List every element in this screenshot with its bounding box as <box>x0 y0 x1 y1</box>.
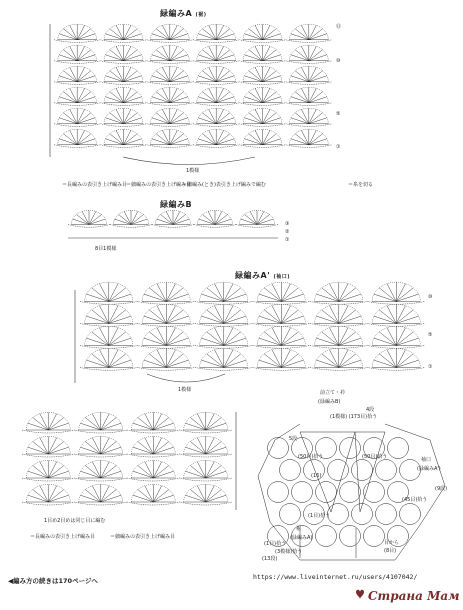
edging-a-fan-r1-c2 <box>150 45 189 61</box>
left-motif-note: (50目)拾う <box>298 454 324 460</box>
edging-a2-fan-r3-c4 <box>315 348 363 367</box>
main-repeat-note: 1目め2目めは同じ目に編む <box>44 518 106 524</box>
edging-a2-fan-r2-c5 <box>372 326 420 345</box>
edging-a2-fan-r3-c0 <box>85 348 133 367</box>
edging-a-fan-r4-c2 <box>150 108 189 124</box>
edging-a-chain-r4-c0 <box>54 124 100 127</box>
edging-a-fan-r1-c1 <box>104 45 143 61</box>
edging-a-chain-r5-c5 <box>286 145 332 148</box>
edging-a2-chain-r2-c4 <box>310 346 368 349</box>
garment-motif-r2-c1 <box>292 482 313 503</box>
edging-a-chain-r0-c2 <box>147 40 193 43</box>
edging-a-fan-r0-c3 <box>197 24 236 40</box>
edging-a-chain-r2-c3 <box>193 82 239 85</box>
edging-a-fan-r3-c5 <box>289 87 328 103</box>
edging-a-chain-r3-c1 <box>100 103 146 106</box>
edging-a2-fan-r1-c2 <box>200 304 248 323</box>
edging-a2-fan-r2-c4 <box>315 326 363 345</box>
edging-a-chain-r1-c1 <box>100 61 146 64</box>
garment-motif-r1-c2 <box>328 460 349 481</box>
edging-a2-fan-r0-c1 <box>142 282 190 301</box>
edging-a-row-10: ⑩ <box>336 58 341 64</box>
edging-a2-fan-r0-c3 <box>257 282 305 301</box>
legend-single-post: ＝細編みの表引き上げ編み目 <box>126 182 192 188</box>
garment-motif-r4-c4 <box>364 526 385 547</box>
edging-a-fan-r4-c1 <box>104 108 143 124</box>
edging-a2-chain-r1-c4 <box>310 324 368 327</box>
edging-b-title: 緑編みB <box>160 200 193 209</box>
right-motif-note: (50目)拾う <box>362 454 388 460</box>
side-note-1: (1目)拾う <box>264 541 287 547</box>
edging-a-chain-r2-c5 <box>286 82 332 85</box>
edging-a2-fan-r1-c5 <box>372 304 420 323</box>
edging-a-chain-r5-c2 <box>147 145 193 148</box>
edging-a-fan-r3-c0 <box>58 87 97 103</box>
main-fan-r0-c0 <box>26 412 70 430</box>
garment-motif-r1-c4 <box>376 460 397 481</box>
edging-a2-title-note: (袖口) <box>273 274 291 280</box>
front-band-pattern: (緑編みB) <box>318 399 341 405</box>
edging-a2-fan-r1-c1 <box>142 304 190 323</box>
cut-yarn-note: ＝糸を切る <box>348 182 374 188</box>
edging-a-chain-r0-c4 <box>239 40 285 43</box>
garment-motif-r2-c0 <box>268 482 289 503</box>
edging-a2-chain-r0-c4 <box>310 302 368 305</box>
garment-motif-r4-c3 <box>340 526 361 547</box>
edging-a-chain-r2-c2 <box>147 82 193 85</box>
garment-motif-r0-c0 <box>268 438 289 459</box>
main-fan-r3-c0 <box>26 484 70 502</box>
edging-a-title-text: 緑編みA <box>160 9 193 18</box>
garment-motif-r0-c5 <box>388 438 409 459</box>
edging-a-fan-r3-c1 <box>104 87 143 103</box>
edging-a2-chain-r2-c0 <box>80 346 138 349</box>
main-chain-r1-c1 <box>75 454 128 457</box>
edging-b-fan-r0-c3 <box>197 210 232 224</box>
edging-b-chain-r0-c1 <box>110 225 152 228</box>
edging-a2-chain-r0-c2 <box>195 302 253 305</box>
edging-a2-chain-r2-c2 <box>195 346 253 349</box>
edging-a-chain-r2-c1 <box>100 82 146 85</box>
hem-detail: (3模様)拾う <box>275 549 303 555</box>
edging-a-chain-r3-c5 <box>286 103 332 106</box>
edging-a-fan-r2-c5 <box>289 66 328 82</box>
edging-a-fan-r1-c0 <box>58 45 97 61</box>
main-fan-r1-c2 <box>131 436 175 454</box>
edging-a2-chain-r3-c2 <box>195 368 253 371</box>
edging-a2-chain-r0-c3 <box>253 302 311 305</box>
main-fan-r1-c3 <box>184 436 228 454</box>
edging-a2-chain-r3-c3 <box>253 368 311 371</box>
edging-a-chain-r1-c5 <box>286 61 332 64</box>
edging-a-fan-r3-c2 <box>150 87 189 103</box>
edging-a-chain-r1-c3 <box>193 61 239 64</box>
main-fan-r1-c0 <box>26 436 70 454</box>
hem-rows: (13段) <box>262 556 278 562</box>
garment-motif-r2-c4 <box>364 482 385 503</box>
edging-b-fan-r0-c0 <box>71 210 106 224</box>
side-note-3: (8目) <box>384 548 397 554</box>
hem-label: 裾 <box>296 526 302 532</box>
edging-a2-chain-r3-c4 <box>310 368 368 371</box>
edging-a-chain-r1-c4 <box>239 61 285 64</box>
sleeve-label: 袖口 <box>421 457 432 463</box>
edging-a2-chain-r3-c5 <box>368 368 426 371</box>
edging-a-chain-r0-c1 <box>100 40 146 43</box>
edging-a-fan-r5-c0 <box>58 129 97 145</box>
main-fan-r3-c3 <box>184 484 228 502</box>
brand-watermark <box>352 586 460 606</box>
edging-a-fan-r1-c3 <box>197 45 236 61</box>
edging-a-fan-r4-c0 <box>58 108 97 124</box>
main-fan-r3-c2 <box>131 484 175 502</box>
sleeve-count: (45目)拾う <box>402 497 428 503</box>
edging-a-chain-r5-c3 <box>193 145 239 148</box>
edging-a-row-13: ⑬ <box>336 24 342 30</box>
main-chain-r1-c0 <box>22 454 75 457</box>
edging-a-chain-r4-c4 <box>239 124 285 127</box>
edging-a-fan-r3-c3 <box>197 87 236 103</box>
edging-a2-fan-r3-c2 <box>200 348 248 367</box>
edging-a2-chain-r2-c5 <box>368 346 426 349</box>
edging-a2-fan-r0-c4 <box>315 282 363 301</box>
edging-a-chain-r2-c4 <box>239 82 285 85</box>
edging-a-fan-r4-c5 <box>289 108 328 124</box>
main-legend-long-post: ＝長編みの表引き上げ編み目 <box>30 534 96 540</box>
edging-a-chain-r5-c0 <box>54 145 100 148</box>
hem-pattern: (緑編みA) <box>290 535 313 541</box>
edging-a-fan-r5-c4 <box>243 129 282 145</box>
garment-motif-r3-c0 <box>280 504 301 525</box>
garment-motif-r3-c4 <box>376 504 397 525</box>
garment-front-lines <box>300 528 356 558</box>
small-count: (16) <box>311 473 322 479</box>
edging-a2-chain-r0-c5 <box>368 302 426 305</box>
edging-a2-title <box>235 270 290 281</box>
edging-a2-chain-r0-c1 <box>138 302 196 305</box>
main-fan-r3-c1 <box>79 484 123 502</box>
edging-a2-fan-r2-c3 <box>257 326 305 345</box>
edging-a-row-5: ⑤ <box>336 111 341 117</box>
edging-a2-fan-r2-c2 <box>200 326 248 345</box>
garment-motif-r3-c5 <box>400 504 421 525</box>
edging-a-fan-r0-c4 <box>243 24 282 40</box>
edging-b-fan-r0-c2 <box>155 210 190 224</box>
edging-a2-fan-r0-c0 <box>85 282 133 301</box>
edging-a-fan-r2-c2 <box>150 66 189 82</box>
edging-a2-fan-r0-c5 <box>372 282 420 301</box>
edging-a-fan-r5-c2 <box>150 129 189 145</box>
edging-a2-fan-r2-c1 <box>142 326 190 345</box>
front-band-detail: (1模様) (173目)拾う <box>330 414 378 420</box>
main-chain-r0-c3 <box>180 430 233 433</box>
edging-b-fan-r0-c1 <box>113 210 148 224</box>
main-fan-r2-c0 <box>26 460 70 478</box>
front-band-rows: 4段 <box>366 407 375 413</box>
edging-a-fan-r1-c5 <box>289 45 328 61</box>
continuation-reference: ◀編み方の続きは170ページへ <box>8 577 98 585</box>
edging-b-row-2: ② <box>285 229 290 235</box>
legend-single-post-alt: ＝細編み(とき)表引き上げ編みで編む <box>182 182 266 188</box>
sleeve-pattern: (緑編みA') <box>417 466 441 472</box>
main-fan-r2-c2 <box>131 460 175 478</box>
edging-a-repeat-bracket <box>123 157 255 165</box>
edging-a-fan-r0-c2 <box>150 24 189 40</box>
edging-a-chain-r0-c3 <box>193 40 239 43</box>
side-note-2: 目から <box>384 540 400 546</box>
edging-a-chain-r3-c3 <box>193 103 239 106</box>
edging-a-chain-r0-c0 <box>54 40 100 43</box>
edging-a2-chain-r1-c1 <box>138 324 196 327</box>
edging-a-chain-r2-c0 <box>54 82 100 85</box>
main-fan-r2-c3 <box>184 460 228 478</box>
main-chain-r0-c1 <box>75 430 128 433</box>
edging-a2-row-1: ① <box>428 364 433 370</box>
main-chain-r2-c2 <box>127 478 180 481</box>
edging-a-fan-r4-c3 <box>197 108 236 124</box>
edging-a2-fan-r3-c3 <box>257 348 305 367</box>
main-chain-r1-c2 <box>127 454 180 457</box>
edging-a2-chain-r1-c3 <box>253 324 311 327</box>
garment-motif-r3-c3 <box>352 504 373 525</box>
main-fan-r0-c1 <box>79 412 123 430</box>
edging-a2-chain-r1-c0 <box>80 324 138 327</box>
edging-a-chain-r1-c0 <box>54 61 100 64</box>
front-band-label: 前立て・衿 <box>320 390 346 396</box>
edging-a2-chain-r0-c0 <box>80 302 138 305</box>
edging-a2-repeat-bracket <box>147 374 225 382</box>
edging-a-fan-r5-c3 <box>197 129 236 145</box>
brand-name: Страна Мам <box>368 589 460 603</box>
edging-a2-row-5: ⑤ <box>428 332 433 338</box>
edging-b-row-3: ③ <box>285 221 290 227</box>
edging-a-fan-r0-c1 <box>104 24 143 40</box>
edging-a-chain-r5-c4 <box>239 145 285 148</box>
main-fan-r1-c1 <box>79 436 123 454</box>
edging-a-chain-r4-c2 <box>147 124 193 127</box>
edging-b-chain-r0-c4 <box>236 225 278 228</box>
main-chain-r2-c0 <box>22 478 75 481</box>
center-motif-note: (1目)拾う <box>308 513 331 519</box>
main-chain-r0-c2 <box>127 430 180 433</box>
edging-a2-fan-r3-c5 <box>372 348 420 367</box>
front-band-side-rows: 5段 <box>289 436 298 442</box>
edging-a2-chain-r2-c3 <box>253 346 311 349</box>
edging-a-chain-r3-c0 <box>54 103 100 106</box>
edging-a-chain-r3-c2 <box>147 103 193 106</box>
edging-a2-fan-r3-c1 <box>142 348 190 367</box>
edging-a-fan-r0-c0 <box>58 24 97 40</box>
main-fan-r0-c3 <box>184 412 228 430</box>
main-chain-r3-c3 <box>180 502 233 505</box>
main-legend-single-post: ＝細編みの表引き上げ編み目 <box>110 534 176 540</box>
edging-b-chain-r0-c2 <box>152 225 194 228</box>
edging-a2-fan-r1-c0 <box>85 304 133 323</box>
main-fan-r0-c2 <box>131 412 175 430</box>
edging-a2-chain-r1-c5 <box>368 324 426 327</box>
edging-a2-chain-r3-c0 <box>80 368 138 371</box>
edging-a-chain-r4-c5 <box>286 124 332 127</box>
edging-a2-title-text: 緑編みA' <box>235 271 271 280</box>
edging-a-fan-r5-c5 <box>289 129 328 145</box>
edging-a2-fan-r1-c4 <box>315 304 363 323</box>
edging-a-chain-r1-c2 <box>147 61 193 64</box>
main-chain-r1-c3 <box>180 454 233 457</box>
edging-a2-row-10: ⑩ <box>428 294 433 300</box>
edging-a2-fan-r2-c0 <box>85 326 133 345</box>
edging-a2-chain-r1-c2 <box>195 324 253 327</box>
main-chain-r3-c1 <box>75 502 128 505</box>
source-url[interactable]: https://www.liveinternet.ru/users/4107042/ <box>253 573 418 581</box>
garment-motif-r3-c2 <box>328 504 349 525</box>
edging-a-title <box>160 8 207 19</box>
edging-a2-width-label: 1模様 <box>178 387 192 393</box>
edging-a-row-1: ① <box>336 144 341 150</box>
main-fan-r2-c1 <box>79 460 123 478</box>
edging-b-chain-r0-c0 <box>68 225 110 228</box>
edging-a-chain-r0-c5 <box>286 40 332 43</box>
edging-a-chain-r4-c1 <box>100 124 146 127</box>
edging-a-fan-r3-c4 <box>243 87 282 103</box>
edging-a-fan-r2-c0 <box>58 66 97 82</box>
edging-b-width-label: 8目1模様 <box>95 246 117 252</box>
edging-a-width-label: 1模様 <box>186 168 200 174</box>
edging-a-fan-r2-c1 <box>104 66 143 82</box>
edging-a2-chain-r2-c1 <box>138 346 196 349</box>
garment-motif-r1-c3 <box>352 460 373 481</box>
edging-a-fan-r0-c5 <box>289 24 328 40</box>
sleeve-detail: (9段) <box>435 486 448 492</box>
edging-a-chain-r4-c3 <box>193 124 239 127</box>
legend-long-post: ＝長編みの表引き上げ編み目 <box>62 182 128 188</box>
edging-b-row-1: ① <box>285 237 290 243</box>
edging-a-fan-r1-c4 <box>243 45 282 61</box>
main-chain-r3-c2 <box>127 502 180 505</box>
edging-a-fan-r4-c4 <box>243 108 282 124</box>
edging-b-fan-r0-c4 <box>239 210 274 224</box>
edging-a-title-note: (裾) <box>195 12 207 18</box>
main-chain-r3-c0 <box>22 502 75 505</box>
edging-a-fan-r2-c3 <box>197 66 236 82</box>
edging-a-chain-r3-c4 <box>239 103 285 106</box>
garment-motif-r4-c2 <box>316 526 337 547</box>
garment-motif-r2-c3 <box>340 482 361 503</box>
garment-motif-r1-c0 <box>280 460 301 481</box>
edging-a2-fan-r0-c2 <box>200 282 248 301</box>
edging-a-fan-r2-c4 <box>243 66 282 82</box>
main-chain-r2-c1 <box>75 478 128 481</box>
edging-a2-chain-r3-c1 <box>138 368 196 371</box>
edging-a-fan-r5-c1 <box>104 129 143 145</box>
edging-a2-fan-r1-c3 <box>257 304 305 323</box>
edging-a-chain-r5-c1 <box>100 145 146 148</box>
edging-b-chain-r0-c3 <box>194 225 236 228</box>
main-chain-r2-c3 <box>180 478 233 481</box>
main-chain-r0-c0 <box>22 430 75 433</box>
